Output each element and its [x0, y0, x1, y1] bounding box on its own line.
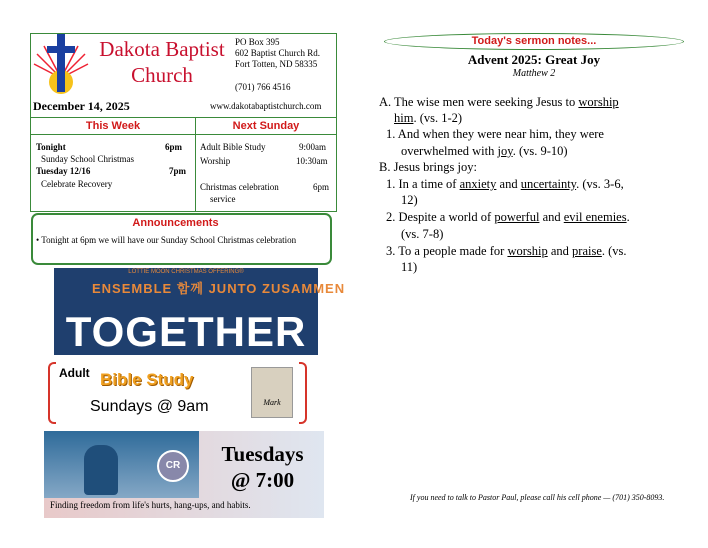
banner-title: TOGETHER: [65, 308, 307, 355]
note-a1: 1. And when they were near him, they were: [386, 127, 604, 141]
announcement-item: • Tonight at 6pm we will have our Sunday School Christmas celebration: [36, 235, 297, 245]
tuesday-label: Tuesday 12/16: [36, 166, 91, 176]
this-week-heading: This Week: [85, 120, 141, 132]
bulletin-date: December 14, 2025: [33, 99, 130, 113]
note-b1: 1. In a time of anxiety and uncertainty. (vs. 3-6,: [386, 177, 624, 191]
tuesday-time: 7pm: [169, 166, 187, 176]
note-a: A. The wise men were seeking Jesus to worship: [379, 95, 619, 109]
banner-top-text: LOTTIE MOON CHRISTMAS OFFERING®: [128, 269, 244, 275]
church-website[interactable]: www.dakotabaptistchurch.com: [210, 101, 322, 111]
recovery-logo: CR: [157, 450, 189, 482]
church-phone: (701) 766 4516: [235, 82, 291, 92]
sermon-title: Advent 2025: Great Joy: [467, 52, 601, 67]
tonight-time: 6pm: [165, 142, 183, 152]
address-line2: 602 Baptist Church Rd.: [235, 48, 320, 58]
next-item-time: 9:00am: [299, 142, 326, 152]
book-image: [251, 367, 293, 418]
next-sunday-heading: Next Sunday: [232, 120, 300, 132]
note-b1-cont: 12): [401, 193, 418, 207]
note-b3: 3. To a people made for worship and praise. (vs.: [386, 244, 627, 258]
bible-study-adult: Adult: [59, 366, 90, 380]
bible-study-schedule: Sundays @ 9am: [90, 398, 209, 415]
bible-study-title: Bible Study: [100, 370, 194, 389]
schedule-grid: [30, 117, 337, 212]
next-item-cont: service: [210, 194, 236, 204]
note-b2: 2. Despite a world of powerful and evil enemies.: [386, 210, 630, 224]
recovery-schedule: [205, 441, 320, 493]
together-banner: [54, 268, 346, 355]
book-label: Mark: [263, 398, 281, 407]
tuesday-event: Celebrate Recovery: [41, 179, 113, 189]
note-b: B. Jesus brings joy:: [379, 160, 477, 174]
tonight-label: Tonight: [36, 142, 66, 152]
sermon-reference: Matthew 2: [512, 68, 556, 79]
cross-logo: [32, 34, 90, 96]
recovery-day: Tuesdays: [221, 442, 304, 466]
note-b3-cont: 11): [401, 260, 418, 274]
church-name: [92, 36, 232, 88]
announcements-heading: Announcements: [132, 217, 219, 229]
church-address: [235, 37, 320, 70]
note-a1-cont: overwhelmed with joy. (vs. 9-10): [401, 144, 568, 158]
next-item-name: Adult Bible Study: [200, 142, 266, 152]
next-item-time: 10:30am: [296, 156, 328, 166]
church-name-line1: Dakota Baptist: [99, 37, 225, 61]
sermon-header: Today's sermon notes...: [471, 35, 597, 47]
recovery-tagline: Finding freedom from life's hurts, hang-ups, and habits.: [50, 500, 251, 510]
address-line1: PO Box 395: [235, 37, 280, 47]
recovery-time: @ 7:00: [230, 468, 295, 492]
tonight-event: Sunday School Christmas: [41, 154, 135, 164]
address-line3: Fort Totten, ND 58335: [235, 59, 318, 69]
note-a-cont: him. (vs. 1-2): [394, 111, 463, 125]
next-item-name: Christmas celebration: [200, 182, 279, 192]
banner-words: ENSEMBLE 함께 JUNTO ZUSAMMEN: [92, 281, 346, 296]
note-b2-cont: (vs. 7-8): [401, 227, 444, 241]
next-item-name: Worship: [200, 156, 231, 166]
next-item-time: 6pm: [313, 182, 330, 192]
church-name-line2: Church: [131, 63, 193, 87]
pastor-contact: If you need to talk to Pastor Paul, please call his cell phone — (701) 350-8093.: [410, 493, 665, 502]
